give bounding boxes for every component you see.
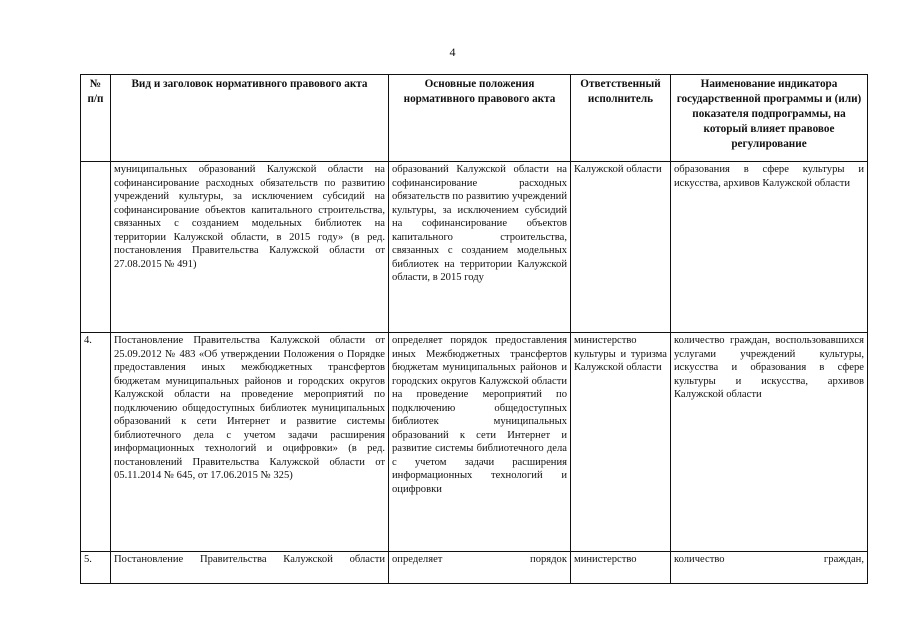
row-number: 4. [81, 333, 111, 552]
row-act-title: Постановление Правительства Калужской области от 25.09.2012 № 483 «Об утверждении Положения о Порядке предоставления иных межбюджетных трансфертов бюджетам муниципальных районов и городских округов Калужской области на проведение мероприятий по подключению общедоступных библиотек муниципальных образований к сети Интернет и развитие системы библиотечного дела с учетом задачи расширения информационных технологий и оцифровки» (в ред. постановлений Правительства Калужской области от 05.11.2014 № 645, от 17.06.2015 № 325) [111, 333, 389, 552]
page-number: 4 [449, 45, 456, 59]
row-act-title: муниципальных образований Калужской области на софинансирование расходных обязательств по развитию учреждений культуры, за исключением субсидий на софинансирование объектов капитального строительства, связанных с созданием модельных библиотек на территории Калужской области, в 2015 году» (в ред. постановления Правительства Калужской области от 27.08.2015 № 491) [111, 162, 389, 333]
row-provisions: определяет порядок предоставления иных Межбюджетных трансфертов бюджетам муниципальных районов и городских округов Калужской области на проведение мероприятий по подключению общедоступных библиотек муниципальных образований к сети Интернет и развитие системы библиотечного дела с учетом задачи расширения информационных технологий и оцифровки [389, 333, 571, 552]
header-provisions: Основные положения нормативного правового акта [389, 75, 571, 162]
table-row [81, 552, 868, 584]
table-header-row [81, 75, 868, 162]
row-number [81, 162, 111, 333]
header-number: № п/п [81, 75, 111, 162]
header-act-title: Вид и заголовок нормативного правового акта [111, 75, 389, 162]
row-executor: министерство [571, 552, 671, 584]
table-row [81, 162, 868, 333]
table-row [81, 333, 868, 552]
header-indicator: Наименование индикатора государственной программы и (или) показателя подпрограммы, на который влияет правовое регулирование [671, 75, 868, 162]
row-indicator: образования в сфере культуры и искусства, архивов Калужской области [671, 162, 868, 333]
row-indicator: количество граждан, [671, 552, 868, 584]
header-executor: Ответственный исполнитель [571, 75, 671, 162]
row-act-title: Постановление Правительства Калужской области [111, 552, 389, 584]
legal-acts-table [80, 74, 868, 584]
row-provisions: определяет порядок [389, 552, 571, 584]
row-number: 5. [81, 552, 111, 584]
row-indicator: количество граждан, воспользовавшихся услугами учреждений культуры, искусства и образования в сфере культуры и искусства, архивов Калужской области [671, 333, 868, 552]
row-provisions: образований Калужской области на софинансирование расходных обязательств по развитию учреждений культуры, за исключением субсидий на софинансирование объектов капитального строительства, связанных с созданием модельных библиотек на территории Калужской области, в 2015 году [389, 162, 571, 333]
row-executor: Калужской области [571, 162, 671, 333]
row-executor: министерство культуры и туризма Калужской области [571, 333, 671, 552]
